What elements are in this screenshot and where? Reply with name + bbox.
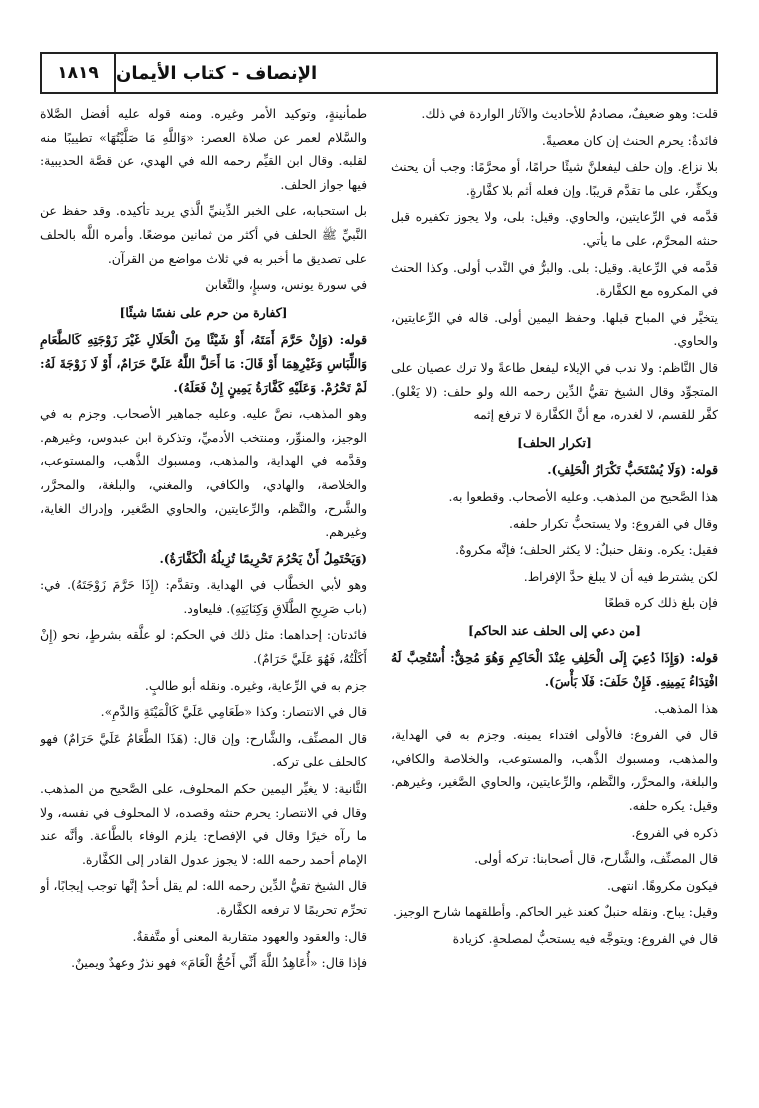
paragraph: فإن بلغ ذلك كره قطعًا xyxy=(604,595,718,611)
right-column xyxy=(391,102,718,1092)
paragraph: قال المصنِّف، والشَّارح، قال أصحابنا: تركه أولى. xyxy=(474,851,718,867)
quoted-text: قوله: (وَإِذَا دُعِيَ إِلَى الْحَلِفِ عِنْدَ الْحَاكِمِ وَهُوَ مُحِقٌّ: أُسْتُحِبَّ لَهُ افْتِدَاءُ يَمِينِهِ. فَإِنْ حَلَفَ: فَلَا بَأْسَ). xyxy=(391,650,718,690)
paragraph: هذا الصَّحيح من المذهب. وعليه الأصحاب. وقطعوا به. xyxy=(448,488,718,504)
paragraph: لكن يشترط فيه أن لا يبلغ حدَّ الإفراط. xyxy=(523,568,718,584)
paragraph: قال المصنِّف، والشَّارح: وإن قال: (هَذَا الطَّعَامُ عَلَيَّ حَرَامٌ) فهو كالحلف على تركه. xyxy=(40,730,367,770)
paragraph: فائدةٌ: يحرم الحنث إن كان معصيةً. xyxy=(541,132,718,148)
quoted-text: قوله: (وَلَا يُسْتَحَبُّ تَكْرَارُ الْحَلِفِ). xyxy=(547,462,718,478)
quoted-text: (وَيَحْتَمِلُ أَنْ يَحْرُمَ تَحْرِيمًا تُزِيلُهُ الْكَفَّارَةُ). xyxy=(159,550,367,566)
paragraph: جزم به في الرِّعاية، وغيره. ونقله أبو طالبٍ. xyxy=(144,677,367,693)
paragraph: فائدتان: إحداهما: مثل ذلك في الحكم: لو علَّقه بشرطٍ، نحو (إِنْ أَكَلْتُهُ، فَهُوَ عَلَيَّ حَرَامٌ). xyxy=(40,627,367,667)
paragraph: فقيل: يكره. ونقل حنبلٌ: لا يكثر الحلف؛ فإنَّه مكروهٌ. xyxy=(455,542,718,558)
paragraph: قال: والعقود والعهود متقاربة المعنى أو متَّفقةٌ. xyxy=(132,928,367,944)
paragraph: في سورة يونس، وسبإٍ، والتَّغابن xyxy=(205,277,367,293)
section-heading: [من دعي إلى الحلف عند الحاكم] xyxy=(467,622,642,638)
paragraph: قال في الفروع: فالأولى افتداء يمينه. وجزم به في الهداية، والمذهب، ومسبوك الذَّهب، والمستوعب، والخلاصة والكافي، والبلغة، والمحرَّر، والنَّظم، والرِّعايتين، والحاوي الصَّغير، وغيرهم. وقيل: يكره حلفه. xyxy=(391,727,718,814)
paragraph: قال النَّاظم: ولا ندب في الإيلاء ليفعل طاعةً ولا ترك عصيان على المتجوِّد وقال الشيخ تقيُّ الدِّين رحمه الله ولو حلف: (لا يَغْلو). كفَّر للقسم، لا لغدره، مع أنَّ الكفَّارة لا ترفع إثمه xyxy=(391,359,718,423)
paragraph: وهو لأبي الخطَّاب في الهداية. وتقدَّم: (إِذَا حَرَّمَ زَوْجَتَهُ). في: (باب صَرِيحِ الطَّلَاقِ وَكِنَايَتِهِ). فليعاود. xyxy=(40,577,367,616)
paragraph: بل استحبابه، على الخبر الدِّينيِّ الَّذي يريد تأكيده. وقد حفظ عن النَّبيِّ ﷺ الحلف في أكثر من ثمانين موضعًا. وأمره اللَّه بالحلف على تصديق ما أخبر به في ثلاث مواضع من القرآن. xyxy=(40,203,367,266)
paragraph: وقيل: يباح. ونقله حنبلٌ كعند غير الحاكم. وأطلقهما شارح الوجيز. xyxy=(392,904,718,920)
page-title: الإنصاف - كتاب الأيمان xyxy=(116,62,318,84)
paragraph: بلا نزاع. وإن حلف ليفعلنَّ شيئًا حرامًا، أو محرَّمًا: وجب أن يحنث ويكفِّر، على ما تقدَّم قريبًا. وإن فعله أثم بلا كفَّارةٍ. xyxy=(391,159,718,198)
paragraph: فيكون مكروهًا. انتهى. xyxy=(606,877,718,893)
text-columns xyxy=(40,102,718,1092)
paragraph: قال في الانتصار: وكذا «طَعَامِي عَلَيَّ كَالْمَيْتَةِ وَالدَّمِ». xyxy=(100,704,367,720)
paragraph: وهو المذهب، نصَّ عليه. وعليه جماهير الأصحاب. وجزم به في الوجيز، والمنوِّر، ومنتخب الأدميِّ، وتذكرة ابن عبدوس، وغيرهم. وقدَّمه في الهداية، والمذهب، ومسبوك الذَّهب، والمستوعب، والخلاصة، والهادي، والكافي، والمغني، والبلغة، والمحرَّر، والشَّرح، والنَّظم، والرِّعايتين، والحاوي الصَّغير، وإدراك الغاية، وغيرهم. xyxy=(40,406,367,540)
paragraph: قدَّمه في الرِّعايتين، والحاوي. وقيل: بلى، ولا يجوز تكفيره قبل حنثه المحرَّم، على ما يأتي. xyxy=(391,209,718,248)
section-heading: [كفارة من حرم على نفسًا شيئًا] xyxy=(119,304,288,320)
paragraph: قدَّمه في الرِّعاية. وقيل: بلى. والبرُّ في النَّدب أولى. وكذا الحنث في المكروه مع الكفَّارة. xyxy=(391,259,718,299)
paragraph: قال في الفروع: ويتوجَّه فيه يستحبُّ لمصلحةٍ. كزيادة xyxy=(452,931,718,946)
left-column xyxy=(40,102,367,1092)
paragraph: وقال في الفروع: ولا يستحبُّ تكرار حلفه. xyxy=(508,515,718,531)
page-header xyxy=(40,52,718,94)
section-heading: [تكرار الحلف] xyxy=(517,434,592,450)
paragraph: طمأنينةٍ، وتوكيد الأمر وغيره. ومنه قوله عليه أفضل الصَّلاة والسَّلام لعمر عن صلاة العصر: «وَاللَّهِ مَا صَلَّيْتُهَا» تطييبًا منه لقلبه. وقال ابن القيِّم رحمه الله في الهدي، عن قصَّة الحديبية: فيها جواز الحلف. xyxy=(40,106,367,192)
quoted-text: قوله: (وَإِنْ حَرَّمَ أَمَتَهُ، أَوْ شَيْئًا مِنَ الْحَلَالِ غَيْرَ زَوْجَتِهِ كَالطَّعَامِ وَاللِّبَاسِ وَغَيْرِهِمَا أَوْ قَالَ: مَا أَحَلَّ اللَّهُ عَلَيَّ حَرَامٌ، أَوْ لَا زَوْجَةَ لَهُ: لَمْ تَحْرُمْ. وَعَلَيْهِ كَفَّارَةُ يَمِينٍ إِنْ فَعَلَهُ). xyxy=(40,332,367,395)
paragraph: قال الشيخ تقيُّ الدِّين رحمه الله: لم يقل أحدٌ إنَّها توجب إيجابًا، أو تحرِّم تحريمًا لا ترفعه الكفَّارة. xyxy=(40,878,367,917)
paragraph: قلت: وهو ضعيفٌ، مصادمٌ للأحاديث والآثار الواردة في ذلك. xyxy=(421,106,718,121)
paragraph: الثَّانية: لا يغيِّر اليمين حكم المحلوف، على الصَّحيح من المذهب. وقال في الانتصار: يحرم حنثه وقصده، لا المحلوف في نفسه، ولا ما رآه خيرًا وقال في الإفصاح: يلزم الوفاء بالطَّاعة. وأنَّه عند الإمام أحمد رحمه الله: لا يجوز عدول القادر إلى الكفَّارة. xyxy=(40,781,367,867)
paragraph: فإذا قال: «أُعَاهِدُ اللَّهَ أَنِّي أَحُجُّ الْعَامَ» فهو نذرٌ وعهدٌ ويمينٌ. xyxy=(71,955,367,971)
paragraph: يتخيَّر في المباح قبلها. وحفظ اليمين أولى. قاله في الرِّعايتين، والحاوي. xyxy=(391,309,718,349)
page-number: ١٨١٩ xyxy=(42,54,116,92)
paragraph: ذكره في الفروع. xyxy=(631,824,718,840)
paragraph: هذا المذهب. xyxy=(654,700,718,716)
